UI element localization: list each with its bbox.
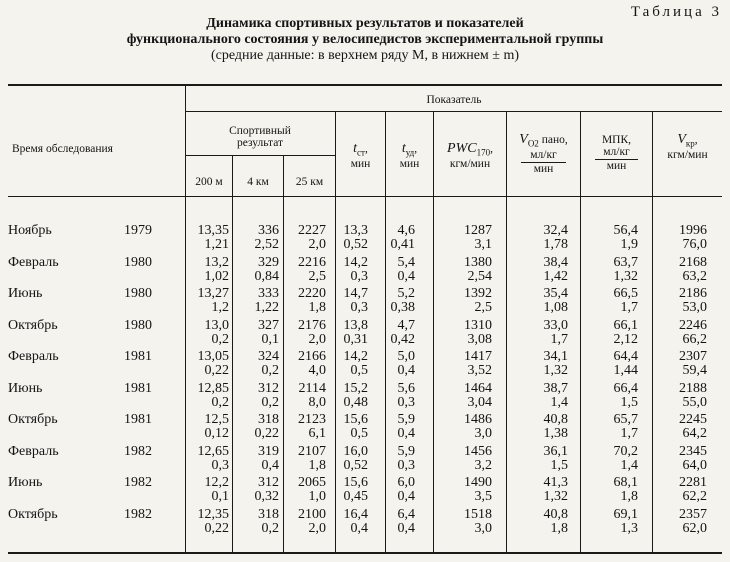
cell-mean-t-st: 16,0 <box>343 443 368 459</box>
header-t-ud: $t_{уд}$, мин <box>399 141 420 171</box>
cell-error-vo2: 1,32 <box>543 489 568 504</box>
cell-error-4km: 0,2 <box>261 520 279 536</box>
cell-mean-200m: 13,35 <box>197 223 229 238</box>
cell-mean-t-st: 16,4 <box>343 506 368 522</box>
cell-error-25km: 6,1 <box>308 426 326 441</box>
cell-error-pwc: 3,0 <box>474 426 492 441</box>
header-mpk: МПК, мл/кг мин <box>581 134 652 172</box>
cell-error-4km: 0,22 <box>254 426 279 441</box>
header-t-st: $t_{ст}$, мин <box>350 141 371 171</box>
cell-mean-25km: 2176 <box>298 317 326 333</box>
cell-mean-v-kr: 2307 <box>679 349 707 364</box>
cell-error-v-kr: 62,2 <box>682 489 707 504</box>
header-200m: 200 м <box>195 176 223 188</box>
indicator-underline <box>185 111 722 112</box>
cell-mean-vo2: 38,7 <box>543 380 568 396</box>
cell-error-4km: 1,22 <box>254 300 279 315</box>
cell-mean-t-st: 13,8 <box>343 317 368 333</box>
cell-mean-t-ud: 5,9 <box>397 443 415 459</box>
header-sport-result: Спортивный результат <box>229 125 291 149</box>
row-month: Июнь <box>8 475 43 490</box>
cell-mean-pwc: 1287 <box>464 223 492 238</box>
cell-error-vo2: 1,78 <box>543 237 568 252</box>
cell-mean-25km: 2114 <box>298 380 326 396</box>
cell-error-v-kr: 55,0 <box>682 394 707 410</box>
cell-mean-t-st: 14,7 <box>343 286 368 301</box>
cell-mean-mpk: 68,1 <box>613 475 638 490</box>
cell-mean-t-ud: 5,4 <box>397 254 415 270</box>
cell-error-4km: 0,2 <box>261 363 279 378</box>
cell-mean-200m: 13,2 <box>204 254 229 270</box>
cell-error-t-ud: 0,42 <box>390 331 415 347</box>
cell-error-vo2: 1,42 <box>543 268 568 284</box>
cell-error-v-kr: 59,4 <box>682 363 707 378</box>
cell-error-mpk: 1,44 <box>613 363 638 378</box>
cell-error-v-kr: 63,2 <box>682 268 707 284</box>
cell-error-25km: 2,0 <box>308 331 326 347</box>
cell-error-200m: 0,3 <box>211 457 229 473</box>
cell-mean-vo2: 38,4 <box>543 254 568 270</box>
cell-error-t-st: 0,52 <box>343 237 368 252</box>
cell-mean-t-ud: 4,6 <box>397 223 415 238</box>
cell-mean-pwc: 1380 <box>464 254 492 270</box>
cell-error-vo2: 1,08 <box>543 300 568 315</box>
cell-mean-vo2: 34,1 <box>543 349 568 364</box>
cell-mean-pwc: 1486 <box>464 412 492 427</box>
row-month: Октябрь <box>8 412 58 427</box>
header-v-kr: $V_{кр}$, кгм/мин <box>667 132 708 162</box>
cell-mean-4km: 318 <box>258 412 279 427</box>
cell-error-v-kr: 53,0 <box>682 300 707 315</box>
cell-mean-4km: 319 <box>258 443 279 459</box>
cell-mean-25km: 2100 <box>298 506 326 522</box>
top-rule <box>8 84 722 86</box>
cell-error-v-kr: 66,2 <box>682 331 707 347</box>
cell-error-200m: 1,2 <box>211 300 229 315</box>
cell-mean-t-st: 15,2 <box>343 380 368 396</box>
row-month: Октябрь <box>8 317 58 333</box>
cell-mean-t-st: 14,2 <box>343 254 368 270</box>
row-month: Июнь <box>8 380 43 396</box>
cell-mean-t-ud: 4,7 <box>397 317 415 333</box>
cell-mean-25km: 2216 <box>298 254 326 270</box>
row-year: 1981 <box>124 380 152 396</box>
cell-error-200m: 0,2 <box>211 394 229 410</box>
cell-error-t-st: 0,3 <box>350 268 368 284</box>
cell-mean-v-kr: 2246 <box>679 317 707 333</box>
cell-mean-4km: 333 <box>258 286 279 301</box>
row-year: 1982 <box>124 443 152 459</box>
cell-mean-mpk: 65,7 <box>613 412 638 427</box>
cell-mean-mpk: 56,4 <box>613 223 638 238</box>
row-year: 1981 <box>124 349 152 364</box>
row-month: Февраль <box>8 443 59 459</box>
cell-mean-t-st: 15,6 <box>343 475 368 490</box>
cell-mean-vo2: 32,4 <box>543 223 568 238</box>
cell-mean-25km: 2107 <box>298 443 326 459</box>
cell-mean-200m: 12,35 <box>197 506 229 522</box>
cell-mean-mpk: 63,7 <box>613 254 638 270</box>
cell-error-25km: 2,5 <box>308 268 326 284</box>
cell-mean-vo2: 33,0 <box>543 317 568 333</box>
cell-error-t-ud: 0,41 <box>390 237 415 252</box>
cell-error-25km: 8,0 <box>308 394 326 410</box>
cell-error-25km: 2,0 <box>308 237 326 252</box>
cell-error-mpk: 1,32 <box>613 268 638 284</box>
cell-error-t-ud: 0,3 <box>397 457 415 473</box>
cell-error-4km: 0,32 <box>254 489 279 504</box>
cell-mean-200m: 12,65 <box>197 443 229 459</box>
cell-error-pwc: 2,54 <box>467 268 492 284</box>
cell-error-pwc: 3,0 <box>474 520 492 536</box>
cell-error-t-ud: 0,4 <box>397 363 415 378</box>
table-title <box>0 16 730 64</box>
cell-error-25km: 1,0 <box>308 489 326 504</box>
cell-mean-pwc: 1310 <box>464 317 492 333</box>
cell-error-vo2: 1,38 <box>543 426 568 441</box>
row-month: Октябрь <box>8 506 58 522</box>
cell-mean-t-ud: 6,0 <box>397 475 415 490</box>
cell-mean-t-ud: 6,4 <box>397 506 415 522</box>
cell-mean-t-ud: 5,6 <box>397 380 415 396</box>
cell-error-t-ud: 0,4 <box>397 268 415 284</box>
cell-mean-4km: 312 <box>258 380 279 396</box>
cell-error-vo2: 1,8 <box>550 520 568 536</box>
cell-mean-4km: 336 <box>258 223 279 238</box>
cell-error-200m: 0,1 <box>211 489 229 504</box>
cell-mean-vo2: 40,8 <box>543 506 568 522</box>
cell-error-t-ud: 0,4 <box>397 426 415 441</box>
cell-error-mpk: 1,5 <box>620 394 638 410</box>
cell-error-t-st: 0,5 <box>350 363 368 378</box>
cell-error-pwc: 3,5 <box>474 489 492 504</box>
bottom-rule <box>8 552 722 554</box>
cell-error-v-kr: 76,0 <box>682 237 707 252</box>
cell-error-mpk: 1,8 <box>620 489 638 504</box>
cell-error-mpk: 1,7 <box>620 300 638 315</box>
cell-error-mpk: 1,7 <box>620 426 638 441</box>
cell-error-v-kr: 64,0 <box>682 457 707 473</box>
cell-mean-t-ud: 5,2 <box>397 286 415 301</box>
cell-mean-200m: 13,05 <box>197 349 229 364</box>
cell-error-t-st: 0,5 <box>350 426 368 441</box>
cell-mean-25km: 2166 <box>298 349 326 364</box>
row-month: Ноябрь <box>8 223 52 238</box>
cell-mean-pwc: 1490 <box>464 475 492 490</box>
cell-mean-mpk: 66,1 <box>613 317 638 333</box>
cell-error-200m: 0,22 <box>204 520 229 536</box>
header-rule <box>8 196 722 197</box>
cell-mean-25km: 2065 <box>298 475 326 490</box>
cell-mean-mpk: 66,5 <box>613 286 638 301</box>
cell-mean-mpk: 66,4 <box>613 380 638 396</box>
cell-error-200m: 0,2 <box>211 331 229 347</box>
cell-error-mpk: 1,4 <box>620 457 638 473</box>
cell-error-v-kr: 64,2 <box>682 426 707 441</box>
cell-mean-v-kr: 2357 <box>679 506 707 522</box>
row-year: 1980 <box>124 254 152 270</box>
cell-mean-v-kr: 2281 <box>679 475 707 490</box>
cell-mean-25km: 2123 <box>298 412 326 427</box>
row-year: 1979 <box>124 223 152 238</box>
row-year: 1980 <box>124 286 152 301</box>
table-number: Таблица 3 <box>630 4 722 20</box>
cell-error-vo2: 1,32 <box>543 363 568 378</box>
cell-mean-4km: 329 <box>258 254 279 270</box>
cell-error-vo2: 1,5 <box>550 457 568 473</box>
cell-mean-4km: 327 <box>258 317 279 333</box>
cell-mean-t-st: 14,2 <box>343 349 368 364</box>
cell-error-t-ud: 0,4 <box>397 489 415 504</box>
cell-mean-pwc: 1464 <box>464 380 492 396</box>
cell-error-4km: 0,84 <box>254 268 279 284</box>
cell-error-t-st: 0,45 <box>343 489 368 504</box>
cell-error-200m: 1,02 <box>204 268 229 284</box>
cell-mean-t-st: 15,6 <box>343 412 368 427</box>
row-month: Февраль <box>8 254 59 270</box>
cell-error-pwc: 2,5 <box>474 300 492 315</box>
cell-error-t-ud: 0,38 <box>390 300 415 315</box>
sport-result-underline <box>185 155 335 156</box>
cell-error-25km: 2,0 <box>308 520 326 536</box>
row-year: 1982 <box>124 475 152 490</box>
title-line-2: функционального состояния у велосипедистов экспериментальной группы <box>126 32 604 47</box>
cell-mean-4km: 312 <box>258 475 279 490</box>
cell-error-pwc: 3,08 <box>467 331 492 347</box>
cell-mean-200m: 12,5 <box>204 412 229 427</box>
cell-error-4km: 2,52 <box>254 237 279 252</box>
cell-error-mpk: 1,3 <box>620 520 638 536</box>
cell-mean-v-kr: 1996 <box>679 223 707 238</box>
cell-mean-200m: 13,27 <box>197 286 229 301</box>
cell-mean-vo2: 41,3 <box>543 475 568 490</box>
row-year: 1980 <box>124 317 152 333</box>
cell-error-t-st: 0,52 <box>343 457 368 473</box>
cell-error-t-ud: 0,3 <box>397 394 415 410</box>
cell-error-4km: 0,4 <box>261 457 279 473</box>
cell-error-t-st: 0,3 <box>350 300 368 315</box>
cell-error-25km: 4,0 <box>308 363 326 378</box>
cell-mean-mpk: 70,2 <box>613 443 638 459</box>
cell-error-200m: 0,12 <box>204 426 229 441</box>
cell-mean-pwc: 1456 <box>464 443 492 459</box>
cell-error-v-kr: 62,0 <box>682 520 707 536</box>
header-vo2: $V_{O2}$ пано, мл/кг мин <box>519 132 568 176</box>
cell-mean-25km: 2220 <box>298 286 326 301</box>
cell-error-pwc: 3,2 <box>474 457 492 473</box>
cell-error-vo2: 1,4 <box>550 394 568 410</box>
cell-error-t-st: 0,31 <box>343 331 368 347</box>
divider-pwc <box>506 111 507 552</box>
cell-mean-25km: 2227 <box>298 223 326 238</box>
cell-mean-v-kr: 2186 <box>679 286 707 301</box>
cell-mean-v-kr: 2168 <box>679 254 707 270</box>
header-pwc: $PWC_{170}$, кгм/мин <box>447 141 493 171</box>
cell-mean-t-ud: 5,9 <box>397 412 415 427</box>
cell-error-pwc: 3,1 <box>474 237 492 252</box>
cell-mean-vo2: 40,8 <box>543 412 568 427</box>
header-indicator: Показатель <box>426 94 482 106</box>
cell-error-t-ud: 0,4 <box>397 520 415 536</box>
cell-mean-200m: 12,2 <box>204 475 229 490</box>
row-month: Июнь <box>8 286 43 301</box>
cell-error-pwc: 3,04 <box>467 394 492 410</box>
cell-mean-v-kr: 2345 <box>679 443 707 459</box>
cell-mean-mpk: 64,4 <box>613 349 638 364</box>
cell-mean-v-kr: 2188 <box>679 380 707 396</box>
header-25km: 25 км <box>295 176 324 188</box>
title-line-3: (средние данные: в верхнем ряду M, в нижнем ± m) <box>210 48 520 63</box>
cell-error-25km: 1,8 <box>308 457 326 473</box>
cell-error-vo2: 1,7 <box>550 331 568 347</box>
header-4km: 4 км <box>247 176 269 188</box>
cell-mean-v-kr: 2245 <box>679 412 707 427</box>
cell-error-4km: 0,1 <box>261 331 279 347</box>
cell-error-mpk: 2,12 <box>613 331 638 347</box>
title-line-1: Динамика спортивных результатов и показателей <box>206 16 524 31</box>
cell-mean-mpk: 69,1 <box>613 506 638 522</box>
row-year: 1981 <box>124 412 152 427</box>
cell-mean-t-ud: 5,0 <box>397 349 415 364</box>
cell-mean-200m: 12,85 <box>197 380 229 396</box>
cell-mean-t-st: 13,3 <box>343 223 368 238</box>
cell-mean-200m: 13,0 <box>204 317 229 333</box>
cell-error-200m: 0,22 <box>204 363 229 378</box>
cell-error-25km: 1,8 <box>308 300 326 315</box>
cell-mean-pwc: 1392 <box>464 286 492 301</box>
cell-error-t-st: 0,48 <box>343 394 368 410</box>
cell-mean-vo2: 36,1 <box>543 443 568 459</box>
cell-mean-4km: 324 <box>258 349 279 364</box>
cell-mean-pwc: 1518 <box>464 506 492 522</box>
cell-error-4km: 0,2 <box>261 394 279 410</box>
row-year: 1982 <box>124 506 152 522</box>
cell-mean-vo2: 35,4 <box>543 286 568 301</box>
row-month: Февраль <box>8 349 59 364</box>
cell-error-t-st: 0,4 <box>350 520 368 536</box>
cell-mean-4km: 318 <box>258 506 279 522</box>
cell-mean-pwc: 1417 <box>464 349 492 364</box>
cell-error-pwc: 3,52 <box>467 363 492 378</box>
header-time: Время обследования <box>12 143 113 155</box>
cell-error-mpk: 1,9 <box>620 237 638 252</box>
cell-error-200m: 1,21 <box>204 237 229 252</box>
